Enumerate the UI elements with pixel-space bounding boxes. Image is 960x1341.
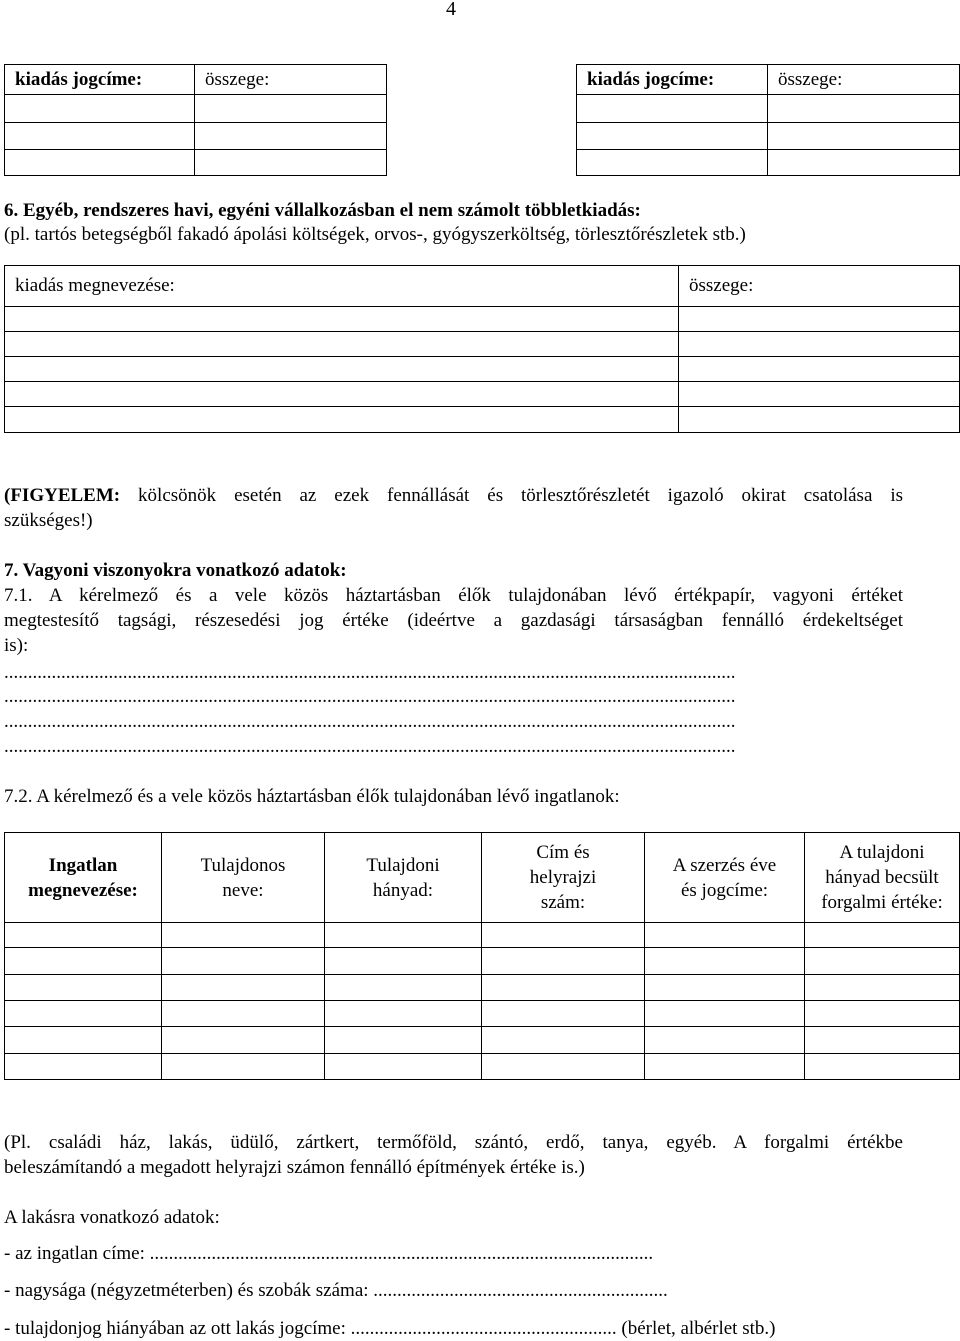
warning-line1: (FIGYELEM: kölcsönök esetén az ezek fennállását és törlesztőrészletét igazoló okirat csatolása is — [4, 485, 903, 506]
expense-amount-header: összege: — [679, 266, 960, 307]
dotted-line: .......................................................................................................................................................... — [4, 662, 736, 683]
flat-address: - az ingatlan címe: .......................................................................................................... — [4, 1243, 654, 1264]
dotted-line: .......................................................................................................................................................... — [4, 711, 736, 732]
table-cell[interactable] — [195, 123, 387, 150]
table-cell[interactable] — [645, 1027, 805, 1054]
table-cell[interactable] — [5, 1054, 162, 1080]
p72-text: 7.2. A kérelmező és a vele közös háztartásban élők tulajdonában lévő ingatlanok: — [4, 786, 620, 807]
table-cell[interactable] — [162, 1054, 325, 1080]
table-cell[interactable] — [577, 95, 768, 123]
table-cell[interactable] — [805, 1001, 960, 1027]
table-cell[interactable] — [482, 948, 645, 975]
table-cell[interactable] — [482, 1001, 645, 1027]
col-header-owner-name: Tulajdonos neve: — [162, 833, 325, 923]
table-cell[interactable] — [645, 948, 805, 975]
table-cell[interactable] — [482, 975, 645, 1001]
table-cell[interactable] — [325, 1054, 482, 1080]
col-header-market-value: A tulajdoni hányad becsült forgalmi értéke: — [805, 833, 960, 923]
table-cell[interactable] — [577, 123, 768, 150]
table-cell[interactable] — [162, 948, 325, 975]
table-cell[interactable] — [5, 948, 162, 975]
table-cell[interactable] — [679, 357, 960, 382]
flat-size: - nagysága (négyzetméterben) és szobák száma: .............................................................. — [4, 1280, 668, 1301]
table-cell[interactable] — [5, 975, 162, 1001]
table-cell[interactable] — [5, 95, 195, 123]
table-cell[interactable] — [482, 1054, 645, 1080]
property-table — [4, 832, 960, 1080]
table-cell[interactable] — [5, 307, 679, 332]
p71-line2: megtestesítő tagsági, részesedési jog értéke (ideértve a gazdasági társaságban fennálló érdekeltséget — [4, 610, 903, 631]
table-cell[interactable] — [5, 1027, 162, 1054]
expense-amount-header: összege: — [195, 65, 387, 95]
p71-line1: 7.1. A kérelmező és a vele közös háztartásban élők tulajdonában lévő értékpapír, vagyoni értéket — [4, 585, 903, 606]
table-cell[interactable] — [805, 948, 960, 975]
table-cell[interactable] — [645, 1054, 805, 1080]
page-number: 4 — [446, 0, 456, 20]
section7-title: 7. Vagyoni viszonyokra vonatkozó adatok: — [4, 560, 347, 581]
table-cell[interactable] — [5, 923, 162, 948]
p71-line3: is): — [4, 635, 29, 656]
table-cell[interactable] — [645, 923, 805, 948]
section6-subtitle: (pl. tartós betegségből fakadó ápolási költségek, orvos-, gyógyszerköltség, törlesztőrészletek stb.) — [4, 224, 746, 245]
flat-title: A lakásra vonatkozó adatok: — [4, 1207, 220, 1228]
table-cell[interactable] — [5, 150, 195, 176]
extra-expense-table — [4, 265, 960, 433]
table-cell[interactable] — [5, 332, 679, 357]
dotted-line: .......................................................................................................................................................... — [4, 686, 736, 707]
table-cell[interactable] — [325, 923, 482, 948]
table-cell[interactable] — [5, 357, 679, 382]
expense-name-header: kiadás megnevezése: — [5, 266, 679, 307]
table-cell[interactable] — [5, 1001, 162, 1027]
table-cell[interactable] — [679, 307, 960, 332]
table-cell[interactable] — [768, 150, 960, 176]
table-cell[interactable] — [679, 332, 960, 357]
table-cell[interactable] — [805, 1027, 960, 1054]
note-line2: beleszámítandó a megadott helyrajzi számon fennálló építmények értéke is.) — [4, 1157, 585, 1178]
table-cell[interactable] — [5, 382, 679, 407]
expense-label-header: kiadás jogcíme: — [5, 65, 195, 95]
table-cell[interactable] — [482, 1027, 645, 1054]
col-header-ownership-share: Tulajdoni hányad: — [325, 833, 482, 923]
table-cell[interactable] — [679, 382, 960, 407]
table-cell[interactable] — [679, 407, 960, 433]
table-cell[interactable] — [805, 1054, 960, 1080]
table-cell[interactable] — [5, 123, 195, 150]
flat-title-basis: - tulajdonjog hiányában az ott lakás jogcíme: ........................................................ (bérlet, albérlet stb.) — [4, 1318, 776, 1339]
table-cell[interactable] — [645, 1001, 805, 1027]
table-cell[interactable] — [325, 948, 482, 975]
table-cell[interactable] — [162, 975, 325, 1001]
table-cell[interactable] — [482, 923, 645, 948]
note-line1: (Pl. családi ház, lakás, üdülő, zártkert, termőföld, szántó, erdő, tanya, egyéb. A forgalmi értékbe — [4, 1132, 903, 1153]
dotted-line: .......................................................................................................................................................... — [4, 736, 736, 757]
col-header-property-name: Ingatlan megnevezése: — [5, 833, 162, 923]
expense-amount-header: összege: — [768, 65, 960, 95]
table-cell[interactable] — [805, 975, 960, 1001]
table-cell[interactable] — [325, 975, 482, 1001]
table-cell[interactable] — [805, 923, 960, 948]
warning-line2: szükséges!) — [4, 510, 93, 531]
table-cell[interactable] — [162, 1001, 325, 1027]
table-cell[interactable] — [768, 123, 960, 150]
col-header-address-lot: Cím és helyrajzi szám: — [482, 833, 645, 923]
expense-table-right — [576, 64, 960, 176]
col-header-acquisition: A szerzés éve és jogcíme: — [645, 833, 805, 923]
table-cell[interactable] — [645, 975, 805, 1001]
table-cell[interactable] — [195, 150, 387, 176]
table-cell[interactable] — [325, 1027, 482, 1054]
expense-label-header: kiadás jogcíme: — [577, 65, 768, 95]
expense-table-left — [4, 64, 387, 176]
table-cell[interactable] — [5, 407, 679, 433]
table-cell[interactable] — [195, 95, 387, 123]
section6-title: 6. Egyéb, rendszeres havi, egyéni vállalkozásban el nem számolt többletkiadás: — [4, 200, 641, 221]
table-cell[interactable] — [162, 923, 325, 948]
table-cell[interactable] — [325, 1001, 482, 1027]
table-cell[interactable] — [162, 1027, 325, 1054]
table-cell[interactable] — [577, 150, 768, 176]
table-cell[interactable] — [768, 95, 960, 123]
